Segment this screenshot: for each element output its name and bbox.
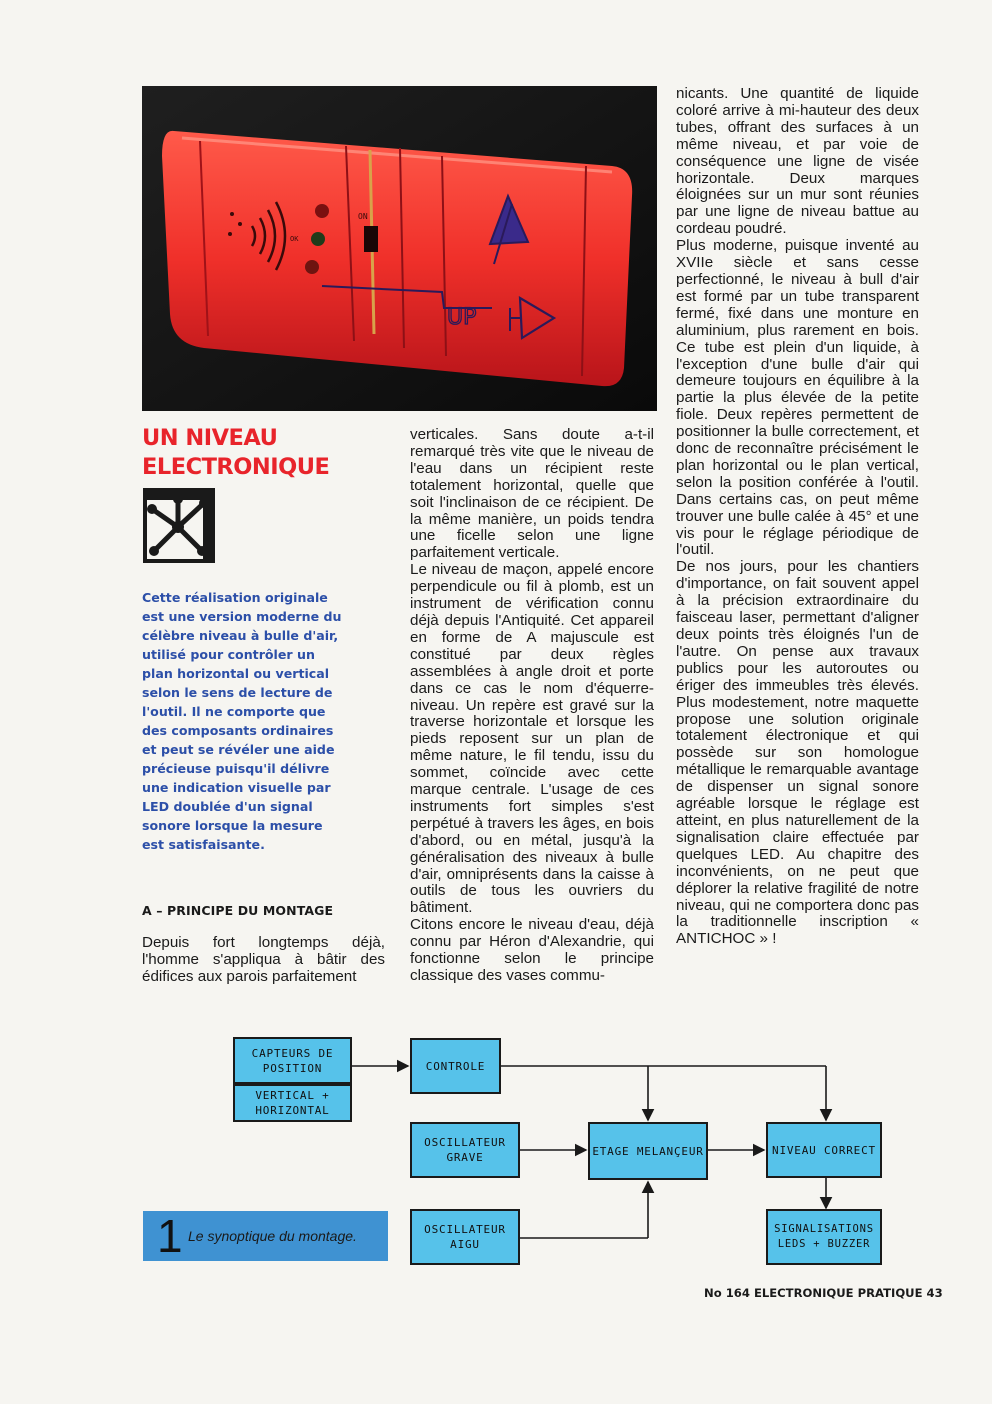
title-line-1: UN NIVEAU: [142, 425, 278, 451]
paragraph: Plus moderne, puisque inventé au XVIIe siècle et sans cesse perfectionné, le niveau à bull d'air est formé par un tube transparent fermé, fixé dans une monture en aluminium, plus rarement en bois. Ce tube est plein d'un liquide, à l'exception d'une bulle d'air qui demeure toujours en équilibre à la partie la plus élevée de la petite fiole. Deux repères permettent de positionner la bulle correctement, et donc de reconnaître précisément le plan horizontal ou le plan vertical, selon la position conférée à l'outil. Dans certains cas, on peut même trouver une bulle calée à 45° et une vis pour le réglage périodique de l'outil.: [676, 237, 919, 559]
box-oscillateur-grave: OSCILLATEUR GRAVE: [410, 1122, 520, 1178]
paragraph: nicants. Une quantité de liquide coloré arrive à mi-hauteur des deux tubes, offrant des surfaces à un même niveau, et par voie de conséquence une ligne de visée horizontale. Deux marques éloignées sur un mur sont réunies par une ligne de niveau battue au cordeau poudré.: [676, 85, 919, 238]
paragraph: Le niveau de maçon, appelé encore perpendicule ou fil à plomb, est un instrument de vérification connu déjà depuis l'Antiquité. Cet appareil en forme de A majuscule est constitué par deux règles assemblées à angle droit et porte dans ce cas le nom d'équerre-niveau. Un repère est gravé sur la traverse horizontale et lorsque les pieds reposent sur un plan de même nature, le fil tendu, issu du sommet, coïncide avec cette marque centrale. L'usage de ces instruments fort simples s'est perpétué à travers les âges, en bois d'abord, ou en métal, jusqu'à la généralisation des niveaux à bulle d'air, omniprésents dans la caisse à outils de tous les ouvriers du bâtiment.: [410, 561, 654, 917]
box-vertical-horizontal: VERTICAL + HORIZONTAL: [233, 1084, 352, 1122]
column-1: [142, 935, 385, 986]
section-heading: A – PRINCIPE DU MONTAGE: [142, 903, 334, 918]
box-signalisations: SIGNALISATIONS LEDS + BUZZER: [766, 1209, 882, 1265]
box-etage-melangeur: ETAGE MELANÇEUR: [588, 1122, 708, 1180]
figure-caption-text: Le synoptique du montage.: [188, 1228, 357, 1244]
figure-number: 1: [157, 1210, 183, 1262]
column-2: [410, 427, 654, 985]
led-label: OK: [290, 235, 299, 243]
intro-paragraph: Cette réalisation originale est une version moderne du célèbre niveau à bulle d'air, utilisé pour contrôler un plan horizontal ou vertical selon le sens de lecture de l'outil. Il ne comporte que des composants ordinaires et peut se révéler une aide précieuse puisqu'il délivre une indication visuelle par LED doublée d'un signal sonore lorsque la mesure est satisfaisante.: [142, 590, 342, 852]
box-controle: CONTROLE: [410, 1038, 501, 1094]
page-footer: No 164 ELECTRONIQUE PRATIQUE 43: [704, 1286, 943, 1300]
paragraph: Citons encore le niveau d'eau, déjà connu par Héron d'Alexandrie, qui fonctionne selon le principe classique des vases commu-: [410, 916, 654, 984]
switch-label: ON: [358, 212, 368, 221]
column-3: [676, 86, 919, 948]
box-capteurs-position: CAPTEURS DE POSITION: [233, 1037, 352, 1084]
box-niveau-correct: NIVEAU CORRECT: [766, 1122, 882, 1178]
intro-text: [142, 588, 342, 854]
article-title: [142, 424, 382, 482]
topic-logo: [142, 487, 216, 564]
paragraph: verticales. Sans doute a-t-il remarqué très vite que le niveau de l'eau dans un récipient reste totalement horizontal, quelle que soit l'inclinaison de ce récipient. De la même manière, un poids tendra une ficelle selon une ligne parfaitement verticale.: [410, 426, 654, 562]
title-line-2: ELECTRONIQUE: [142, 454, 330, 480]
paragraph: De nos jours, pour les chantiers d'importance, on fait souvent appel à la précision extraordinaire du faisceau laser, permettant d'aligner deux points très éloignés l'un de l'autre. On pense aux travaux publics pour les autoroutes ou ériger des immeubles très élevés. Plus modestement, notre maquette propose une solution originale totalement électronique et qui possède sur son homologue métallique le remarquable avantage de dispenser un signal sonore agréable lorsque le réglage est atteint, en plus naturellement de la signalisation claire effectuée par quelques LED. Au chapitre des inconvénients, on ne peut que déplorer la relative fragilité de notre niveau, qui ne comportera donc pas la traditionnelle inscription « ANTICHOC » !: [676, 558, 919, 948]
paragraph: Depuis fort longtemps déjà, l'homme s'appliqua à bâtir des édifices aux parois parfaitement: [142, 934, 385, 985]
device-up-label: UP: [447, 305, 477, 330]
device-photo: [142, 86, 657, 411]
box-oscillateur-aigu: OSCILLATEUR AIGU: [410, 1209, 520, 1265]
